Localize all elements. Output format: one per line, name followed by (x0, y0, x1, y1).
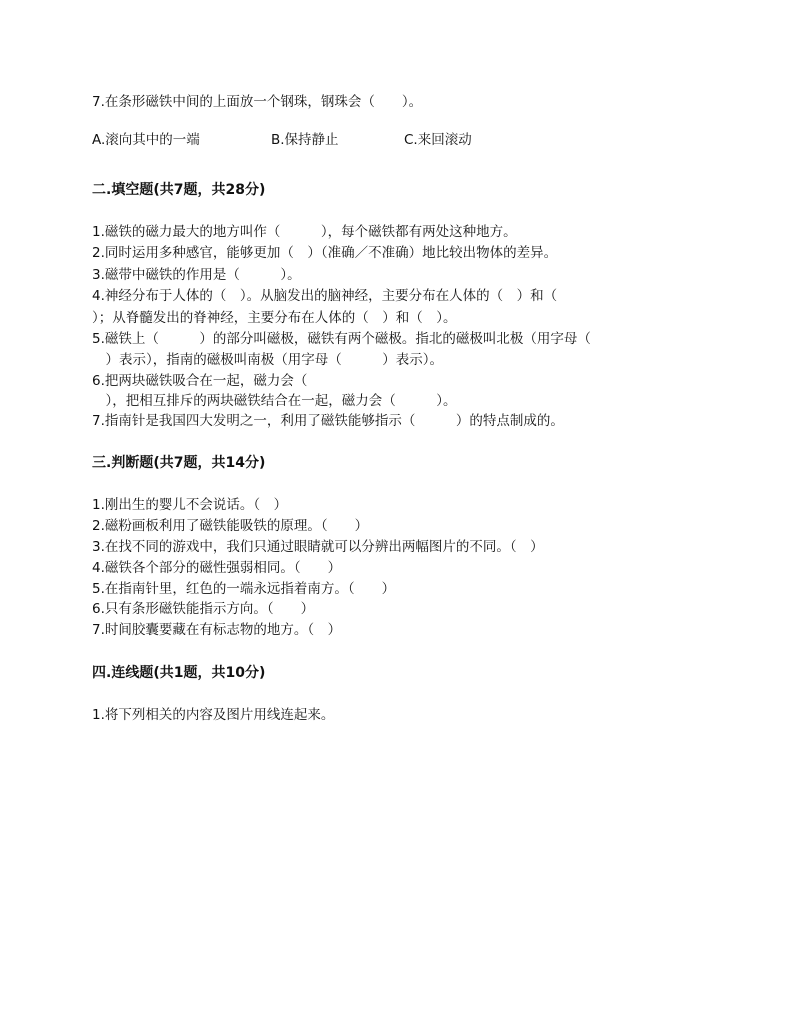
question-7-stem: 7.在条形磁铁中间的上面放一个钢珠，钢珠会（ ）。 (92, 94, 423, 110)
fill-q2: 2.同时运用多种感官，能够更加（ ）（准确／不准确）地比较出物体的差异。 (92, 245, 558, 261)
fill-q6-line2: ），把相互排斥的两块磁铁结合在一起，磁力会（ ）。 (92, 393, 457, 409)
fill-q1: 1.磁铁的磁力最大的地方叫作（ ），每个磁铁都有两处这种地方。 (92, 224, 517, 240)
fill-q5-line1: 5.磁铁上（ ）的部分叫磁极，磁铁有两个磁极。指北的磁极叫北极（用字母（ (92, 331, 591, 347)
judge-q2: 2.磁粉画板利用了磁铁能吸铁的原理。（ ） (92, 518, 369, 534)
judge-q4: 4.磁铁各个部分的磁性强弱相同。（ ） (92, 560, 342, 576)
option-b: B.保持静止 (271, 132, 339, 148)
fill-q7: 7.指南针是我国四大发明之一，利用了磁铁能够指示（ ）的特点制成的。 (92, 413, 564, 429)
section-2-title: 二.填空题(共7题，共28分) (92, 182, 266, 198)
fill-q4-line1: 4.神经分布于人体的（ ）。从脑发出的脑神经，主要分布在人体的（ ）和（ (92, 288, 558, 304)
judge-q7: 7.时间胶囊要藏在有标志物的地方。（ ） (92, 622, 342, 638)
judge-q1: 1.刚出生的婴儿不会说话。（ ） (92, 497, 288, 513)
judge-q3: 3.在找不同的游戏中，我们只通过眼睛就可以分辨出两幅图片的不同。（ ） (92, 539, 544, 555)
fill-q6-line1: 6.把两块磁铁吸合在一起，磁力会（ (92, 373, 308, 389)
judge-q6: 6.只有条形磁铁能指示方向。（ ） (92, 601, 315, 617)
fill-q3: 3.磁带中磁铁的作用是（ ）。 (92, 267, 301, 283)
section-3-title: 三.判断题(共7题，共14分) (92, 455, 266, 471)
option-a: A.滚向其中的一端 (92, 132, 200, 148)
fill-q4-line2: ）；从脊髓发出的脊神经，主要分布在人体的（ ）和（ ）。 (92, 310, 457, 326)
judge-q5: 5.在指南针里，红色的一端永远指着南方。（ ） (92, 581, 396, 597)
option-c: C.来回滚动 (404, 132, 472, 148)
fill-q5-line2: ）表示），指南的磁极叫南极（用字母（ ）表示）。 (92, 352, 443, 368)
match-q1: 1.将下列相关的内容及图片用线连起来。 (92, 707, 335, 723)
section-4-title: 四.连线题(共1题，共10分) (92, 665, 266, 681)
